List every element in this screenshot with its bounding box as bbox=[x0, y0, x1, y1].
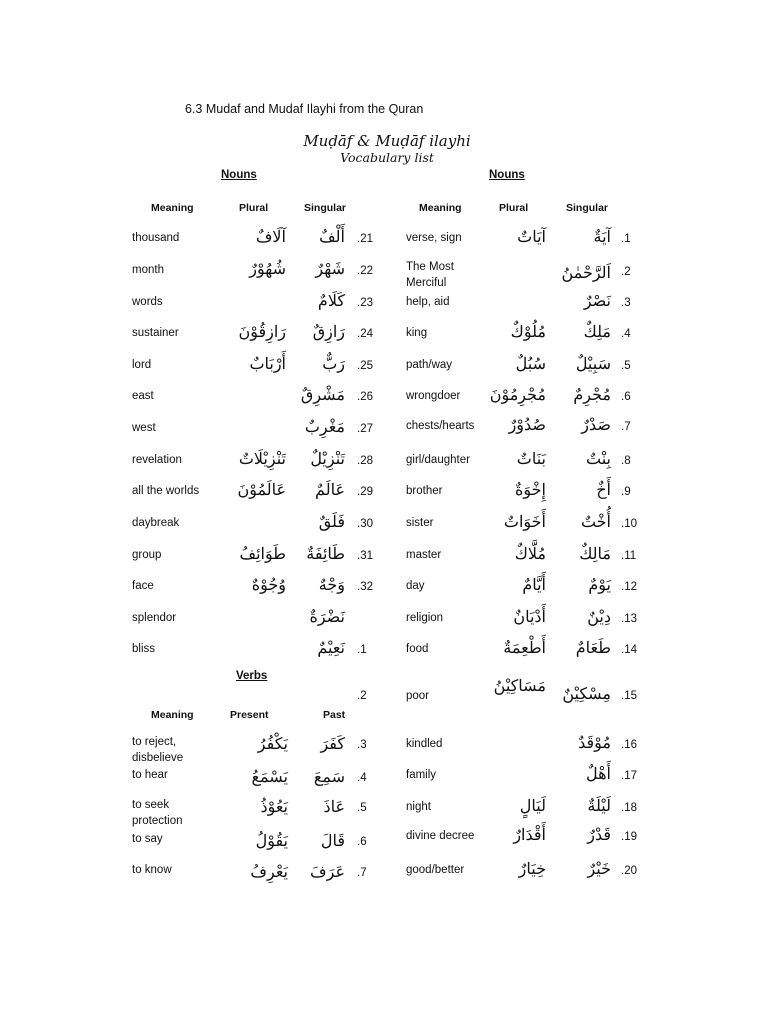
noun-plural: أَطْعِمَةٌ bbox=[503, 638, 546, 657]
noun-number: .5 bbox=[621, 360, 631, 372]
noun-singular: مِسْكِيْنٌ bbox=[562, 684, 611, 703]
noun-singular: يَوْمٌ bbox=[588, 575, 611, 594]
doc-title: Muḍāf & Muḍāf ilayhi bbox=[303, 132, 471, 150]
noun-singular: مَغْرِبٌ bbox=[304, 417, 345, 436]
noun-plural: مُجْرِمُوْنَ bbox=[489, 385, 546, 404]
noun-number: .15 bbox=[621, 690, 637, 702]
verb-number-before: .2 bbox=[357, 690, 367, 702]
noun-number: .2 bbox=[621, 266, 631, 278]
verb-present: يَقُوْلُ bbox=[255, 831, 288, 850]
noun-plural: طَوَائِفُ bbox=[239, 544, 286, 563]
page-heading: 6.3 Mudaf and Mudaf Ilayhi from the Quran bbox=[185, 102, 424, 116]
verb-past: عَرَفَ bbox=[310, 862, 345, 881]
noun-number: .17 bbox=[621, 770, 637, 782]
noun-plural: مُلُوْكٌ bbox=[510, 322, 546, 341]
noun-plural: أَرْبَابٌ bbox=[249, 354, 286, 373]
verb-header-present: Present bbox=[230, 709, 269, 721]
noun-number: .30 bbox=[357, 518, 373, 530]
noun-meaning: food bbox=[406, 643, 429, 655]
noun-singular: أَهْلٌ bbox=[586, 764, 611, 783]
verb-present: يَعْرِفُ bbox=[250, 862, 288, 881]
noun-singular: وَجْهٌ bbox=[318, 575, 345, 594]
noun-singular: رَبٌّ bbox=[322, 354, 345, 373]
noun-singular: أَخٌ bbox=[596, 480, 611, 499]
verb-meaning: to know bbox=[132, 864, 172, 876]
noun-meaning: day bbox=[406, 580, 425, 592]
noun-singular: مُوْقَدٌ bbox=[578, 733, 611, 752]
noun-singular: قَدْرٌ bbox=[587, 825, 611, 844]
noun-singular: مَلِكٌ bbox=[583, 322, 611, 341]
noun-meaning: group bbox=[132, 549, 162, 561]
noun-plural: آيَاتٌ bbox=[517, 227, 546, 246]
noun-meaning: sister bbox=[406, 517, 434, 529]
noun-number: .27 bbox=[357, 423, 373, 435]
noun-number: .22 bbox=[357, 265, 373, 277]
verb-number: .5 bbox=[357, 802, 367, 814]
noun-meaning: king bbox=[406, 327, 428, 339]
noun-number: .6 bbox=[621, 391, 631, 403]
noun-number: .29 bbox=[357, 486, 373, 498]
noun-number: .9 bbox=[621, 486, 631, 498]
noun-plural: آلَافٌ bbox=[255, 227, 286, 246]
noun-number: .16 bbox=[621, 739, 637, 751]
verb-past: عَاذَ bbox=[323, 797, 345, 816]
left-header-meaning: Meaning bbox=[151, 202, 194, 214]
noun-number: .19 bbox=[621, 831, 637, 843]
noun-meaning: poor bbox=[406, 690, 430, 702]
verb-meaning: to reject, disbelieve bbox=[132, 736, 184, 764]
verbs-title: Verbs bbox=[236, 670, 268, 682]
noun-meaning: daybreak bbox=[132, 517, 180, 529]
noun-meaning: thousand bbox=[132, 232, 180, 244]
noun-meaning: kindled bbox=[406, 738, 443, 750]
right-header-singular: Singular bbox=[566, 202, 609, 214]
right-nouns-title: Nouns bbox=[489, 169, 525, 181]
noun-plural: رَازِقُوْنَ bbox=[238, 322, 286, 341]
noun-singular: تَنْزِيْلٌ bbox=[310, 449, 345, 468]
noun-meaning: all the worlds bbox=[132, 485, 200, 497]
noun-meaning: help, aid bbox=[406, 296, 450, 308]
noun-meaning: splendor bbox=[132, 612, 177, 624]
noun-number: .4 bbox=[621, 328, 631, 340]
noun-meaning: chests/hearts bbox=[406, 420, 475, 432]
noun-singular: نَصْرٌ bbox=[583, 291, 611, 310]
verb-meaning: to hear bbox=[132, 769, 168, 781]
noun-singular: كَلَامٌ bbox=[317, 291, 345, 310]
noun-singular: طَائِفَةٌ bbox=[306, 544, 345, 563]
noun-plural: أَيَّامٌ bbox=[522, 575, 546, 594]
noun-number: .14 bbox=[621, 644, 637, 656]
noun-singular: آيَةٌ bbox=[593, 227, 611, 246]
verb-header-past: Past bbox=[323, 709, 346, 721]
verb-present: يَسْمَعُ bbox=[251, 767, 288, 786]
noun-meaning: revelation bbox=[132, 454, 182, 466]
noun-number: .18 bbox=[621, 802, 637, 814]
noun-number: .31 bbox=[357, 550, 373, 562]
verb-past: سَمِعَ bbox=[313, 767, 345, 786]
noun-number: .24 bbox=[357, 328, 373, 340]
verb-header-meaning: Meaning bbox=[151, 709, 194, 721]
noun-number: .23 bbox=[357, 297, 373, 309]
noun-plural: أَقْدَارٌ bbox=[513, 825, 546, 844]
noun-number: .10 bbox=[621, 518, 637, 530]
noun-singular: شَهْرٌ bbox=[315, 259, 345, 278]
noun-plural: صُدُوْرٌ bbox=[508, 415, 546, 434]
noun-plural: لَيَالٍ bbox=[519, 796, 546, 815]
noun-plural: أَخَوَاتٌ bbox=[503, 512, 546, 531]
noun-singular: صَدْرٌ bbox=[581, 415, 611, 434]
noun-plural: بَنَاتٌ bbox=[516, 449, 546, 468]
left-header-plural: Plural bbox=[239, 202, 269, 214]
noun-meaning: religion bbox=[406, 612, 444, 624]
noun-plural: وُجُوْهٌ bbox=[251, 575, 286, 594]
noun-meaning: west bbox=[132, 422, 156, 434]
doc-subtitle: Vocabulary list bbox=[340, 150, 434, 165]
noun-meaning: night bbox=[406, 801, 431, 813]
verb-meaning: to seek protection bbox=[132, 799, 183, 827]
noun-number: .1 bbox=[621, 233, 631, 245]
verb-present: يَعُوْذُ bbox=[260, 797, 288, 816]
noun-meaning: The Most Merciful bbox=[406, 261, 454, 289]
noun-plural: مُلَّاكٌ bbox=[514, 544, 546, 563]
noun-meaning: wrongdoer bbox=[406, 390, 461, 402]
left-nouns-title: Nouns bbox=[221, 169, 257, 181]
noun-number: .1 bbox=[357, 644, 367, 656]
noun-number: .11 bbox=[621, 550, 637, 562]
right-header-meaning: Meaning bbox=[419, 202, 462, 214]
noun-plural: مَسَاكِيْنُ bbox=[493, 676, 546, 695]
noun-plural: شُهُوْرٌ bbox=[249, 259, 286, 278]
noun-meaning: brother bbox=[406, 485, 443, 497]
verb-number: .7 bbox=[357, 867, 367, 879]
noun-number: .26 bbox=[357, 391, 373, 403]
noun-number: .32 bbox=[357, 581, 373, 593]
noun-meaning: lord bbox=[132, 359, 152, 371]
noun-meaning: path/way bbox=[406, 359, 453, 371]
noun-singular: دِيْنٌ bbox=[587, 607, 611, 626]
noun-singular: خَيْرٌ bbox=[587, 859, 611, 878]
noun-plural: عَالَمُوْنَ bbox=[237, 480, 286, 499]
verb-number: .6 bbox=[357, 836, 367, 848]
left-header-singular: Singular bbox=[304, 202, 347, 214]
noun-plural: سُبُلٌ bbox=[515, 354, 546, 373]
noun-number: .25 bbox=[357, 360, 373, 372]
verb-present: يَكْفُرُ bbox=[257, 734, 288, 753]
noun-meaning: words bbox=[132, 296, 163, 308]
noun-meaning: verse, sign bbox=[406, 232, 462, 244]
verb-meaning: to say bbox=[132, 833, 163, 845]
noun-meaning: sustainer bbox=[132, 327, 179, 339]
noun-singular: مَشْرِقٌ bbox=[300, 385, 345, 404]
noun-meaning: master bbox=[406, 549, 442, 561]
noun-number: .7 bbox=[621, 421, 631, 433]
noun-singular: نَضْرَةٌ bbox=[309, 607, 345, 626]
noun-singular: مُجْرِمٌ bbox=[573, 385, 611, 404]
noun-meaning: bliss bbox=[132, 643, 156, 655]
verb-past: قَالَ bbox=[320, 831, 345, 850]
noun-number: .21 bbox=[357, 233, 373, 245]
noun-meaning: girl/daughter bbox=[406, 454, 470, 466]
noun-number: .20 bbox=[621, 865, 637, 877]
noun-meaning: divine decree bbox=[406, 830, 475, 842]
noun-singular: أَلْفٌ bbox=[319, 227, 345, 246]
noun-singular: طَعَامٌ bbox=[575, 638, 611, 657]
noun-singular: رَازِقٌ bbox=[312, 322, 345, 341]
noun-singular: اَلرَّحْمٰنُ bbox=[561, 263, 611, 282]
noun-singular: بِنْتٌ bbox=[586, 449, 611, 468]
verb-number: .3 bbox=[357, 739, 367, 751]
noun-number: .3 bbox=[621, 297, 631, 309]
noun-singular: لَيْلَةٌ bbox=[587, 796, 611, 815]
noun-singular: عَالَمٌ bbox=[315, 480, 345, 499]
noun-meaning: family bbox=[406, 769, 437, 781]
noun-meaning: face bbox=[132, 580, 154, 592]
noun-meaning: month bbox=[132, 264, 164, 276]
noun-plural: خِيَارٌ bbox=[518, 859, 546, 878]
verb-number: .4 bbox=[357, 772, 367, 784]
right-header-plural: Plural bbox=[499, 202, 529, 214]
verb-past: كَفَرَ bbox=[320, 734, 345, 753]
noun-number: .12 bbox=[621, 581, 637, 593]
noun-meaning: good/better bbox=[406, 864, 465, 876]
noun-plural: أَدْيَانٌ bbox=[513, 607, 546, 626]
noun-singular: مَالِكٌ bbox=[579, 544, 611, 563]
noun-singular: فَلَقٌ bbox=[318, 512, 345, 531]
noun-number: .28 bbox=[357, 455, 373, 467]
noun-number: .8 bbox=[621, 455, 631, 467]
noun-plural: إِخْوَةٌ bbox=[515, 480, 546, 499]
noun-meaning: east bbox=[132, 390, 154, 402]
noun-number: .13 bbox=[621, 613, 637, 625]
noun-singular: نَعِيْمٌ bbox=[317, 638, 345, 657]
noun-plural: تَنْزِيْلَاتٌ bbox=[238, 449, 286, 468]
noun-singular: سَبِيْلٌ bbox=[575, 354, 611, 373]
noun-singular: أُخْتٌ bbox=[580, 512, 611, 531]
